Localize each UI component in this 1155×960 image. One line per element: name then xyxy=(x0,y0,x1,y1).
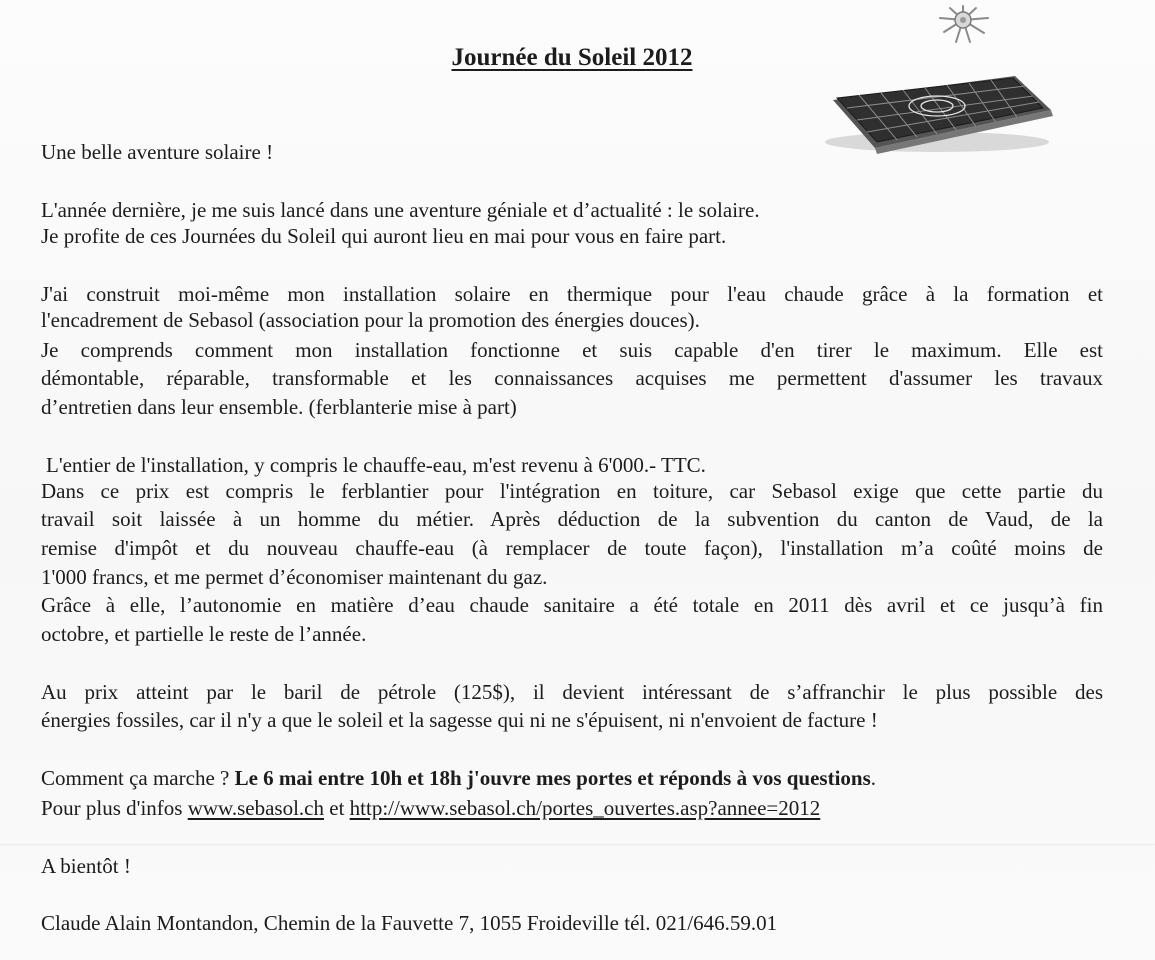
event-lead: Comment ça marche ? xyxy=(41,766,235,790)
paragraph-3-line-4: remise d'impôt et du nouveau chauffe-eau (à remplacer de toute façon), l'installation m’a coûté moins de xyxy=(41,536,1103,560)
closing-line: A bientôt ! xyxy=(41,854,131,878)
paper-fold xyxy=(0,843,1155,846)
paragraph-1-line-1: L'année dernière, je me suis lancé dans une aventure géniale et d’actualité : le solaire. xyxy=(41,198,760,222)
paragraph-2-line-3: Je comprends comment mon installation fonctionne et suis capable d'en tirer le maximum. Elle est xyxy=(41,338,1103,362)
paragraph-4-line-1: Au prix atteint par le baril de pétrole (125$), il devient intéressant de s’affranchir le plus possible des xyxy=(41,680,1103,704)
event-end: . xyxy=(870,766,877,790)
paragraph-3-line-3: travail soit laissée à un homme du métier. Après déduction de la subvention du canton de Vaud, de la xyxy=(41,507,1103,531)
info-mid: et xyxy=(324,796,350,820)
info-line xyxy=(41,795,820,821)
event-details: Le 6 mai entre 10h et 18h j'ouvre mes portes et réponds à vos questions xyxy=(234,766,871,790)
sebasol-link[interactable]: www.sebasol.ch xyxy=(187,796,324,820)
paragraph-2-line-1: J'ai construit moi-même mon installation solaire en thermique pour l'eau chaude grâce à la formation et xyxy=(41,282,1103,306)
paragraph-4-line-2: énergies fossiles, car il n'y a que le soleil et la sagesse qui ni ne s'épuisent, ni n'envoient de facture ! xyxy=(41,708,878,732)
event-announcement xyxy=(41,765,876,791)
info-lead: Pour plus d'infos xyxy=(41,796,188,820)
document-title: Journée du Soleil 2012 xyxy=(451,44,693,71)
paragraph-1-line-2: Je profite de ces Journées du Soleil qui auront lieu en mai pour vous en faire part. xyxy=(41,224,727,248)
paragraph-3-line-5: 1'000 francs, et me permet d’économiser maintenant du gaz. xyxy=(41,565,548,589)
portes-ouvertes-link[interactable]: http://www.sebasol.ch/portes_ouvertes.asp?annee=2012 xyxy=(349,796,821,820)
signature-line: Claude Alain Montandon, Chemin de la Fauvette 7, 1055 Froideville tél. 021/646.59.01 xyxy=(41,911,778,935)
paragraph-3-line-2: Dans ce prix est compris le ferblantier pour l'intégration en toiture, car Sebasol exige que cette partie du xyxy=(41,479,1103,503)
paragraph-2-line-2: l'encadrement de Sebasol (association pour la promotion des énergies douces). xyxy=(41,308,700,332)
paragraph-3-line-6: Grâce à elle, l’autonomie en matière d’eau chaude sanitaire a été totale en 2011 dès avril et ce jusqu’à fin xyxy=(41,593,1103,617)
intro-line: Une belle aventure solaire ! xyxy=(41,140,274,164)
paragraph-2-line-5: d’entretien dans leur ensemble. (ferblanterie mise à part) xyxy=(41,395,517,419)
paragraph-2-line-4: démontable, réparable, transformable et les connaissances acquises me permettent d'assumer les travaux xyxy=(41,366,1103,390)
paragraph-3-line-7: octobre, et partielle le reste de l’année. xyxy=(41,622,367,646)
paragraph-3-line-1: L'entier de l'installation, y compris le chauffe-eau, m'est revenu à 6'000.- TTC. xyxy=(46,453,706,477)
